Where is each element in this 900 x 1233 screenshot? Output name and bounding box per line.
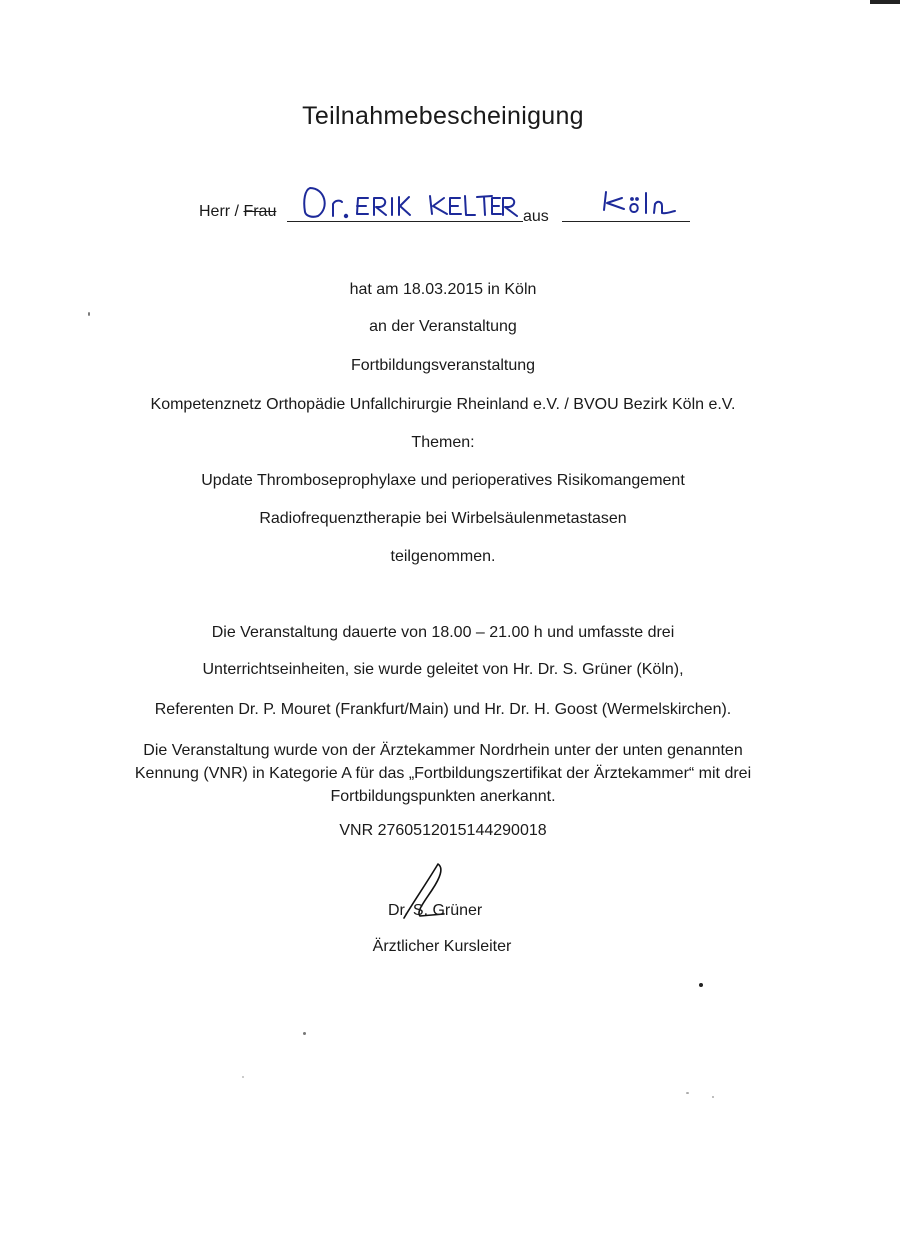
scan-speck (88, 312, 90, 316)
participated-line: teilgenommen. (390, 548, 496, 565)
handwritten-city-drawing (604, 192, 675, 213)
topic-2: Radiofrequenztherapie bei Wirbelsäulenmetastasen (259, 510, 627, 527)
scan-speck (686, 1092, 689, 1094)
signer-name: Dr. S. Grüner (388, 902, 483, 919)
scan-edge-mark (870, 0, 900, 4)
duration-line: Die Veranstaltung dauerte von 18.00 – 21.00 h und umfasste drei (211, 624, 675, 641)
attendance-line: hat am 18.03.2015 in Köln (349, 281, 537, 298)
event-intro: an der Veranstaltung (369, 318, 517, 335)
from-word: aus (523, 208, 549, 225)
recognition-paragraph: Die Veranstaltung wurde von der Ärztekammer Nordrhein unter der unten genannten Kennung (VNR) in Kategorie A für das „Fortbildungszertifikat der Ärztekammer“ mit drei Fortbildungspunkten anerkannt. (134, 742, 752, 805)
scan-speck (712, 1096, 714, 1098)
participant-line (0, 178, 900, 228)
event-type: Fortbildungsveranstaltung (350, 357, 536, 374)
led-by-line: Unterrichtseinheiten, sie wurde geleitet von Hr. Dr. S. Grüner (Köln), (202, 661, 684, 678)
scan-speck (242, 1076, 244, 1078)
document-title: Teilnahmebescheinigung (302, 102, 584, 130)
vnr-number: VNR 2760512015144290018 (339, 822, 547, 839)
topic-1: Update Thromboseprophylaxe und perioperatives Risikomangement (201, 472, 685, 489)
organizer: Kompetenznetz Orthopädie Unfallchirurgie Rheinland e.V. / BVOU Bezirk Köln e.V. (150, 396, 736, 413)
signer-role: Ärztlicher Kursleiter (372, 938, 512, 955)
handwritten-entries (0, 178, 900, 228)
handwritten-name-drawing (304, 188, 517, 217)
salutation-frau-struck: Frau (243, 203, 277, 220)
speakers-line: Referenten Dr. P. Mouret (Frankfurt/Main) und Hr. Dr. H. Goost (Wermelskirchen). (154, 701, 732, 718)
salutation-herr: Herr / (199, 203, 244, 220)
scan-speck (303, 1032, 306, 1035)
topics-heading: Themen: (411, 434, 475, 451)
signature-block (360, 860, 540, 930)
scan-speck (699, 983, 703, 987)
